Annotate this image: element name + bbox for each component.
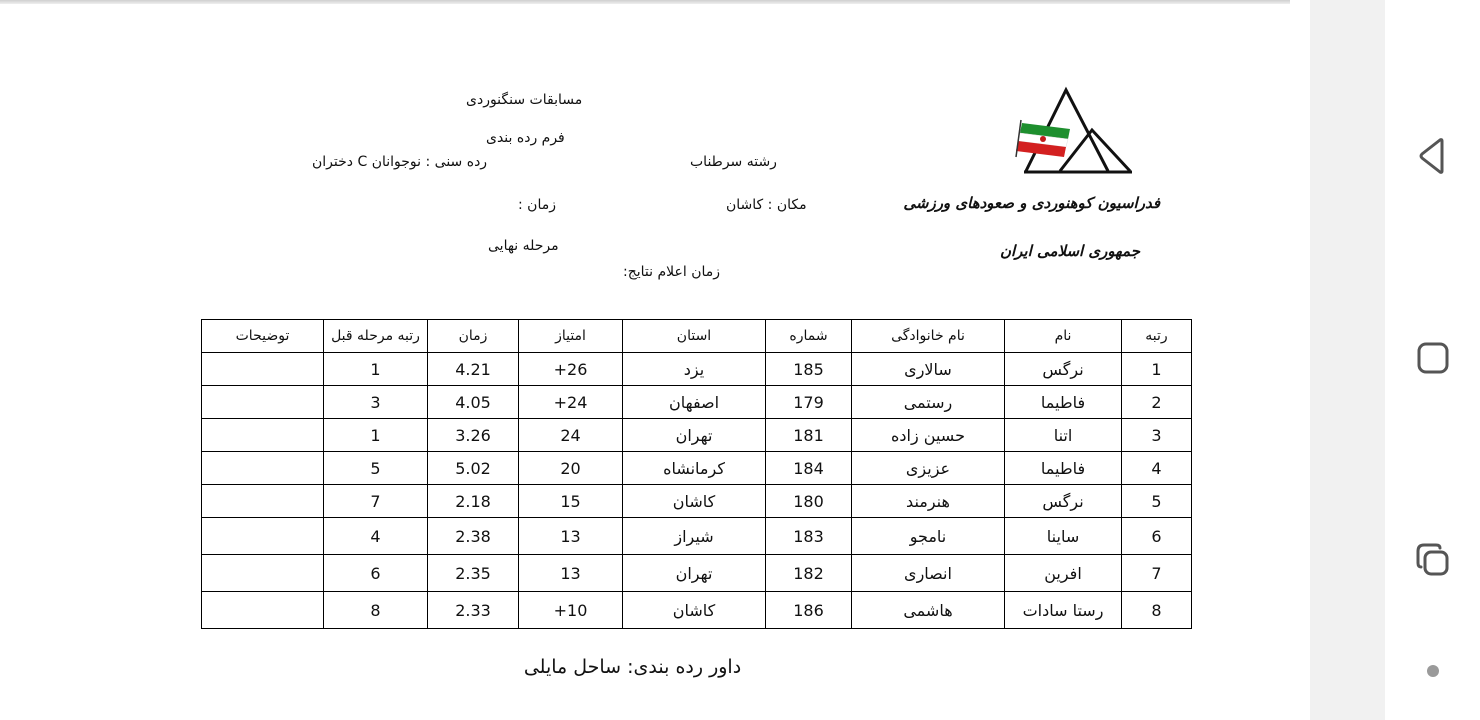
table-row — [202, 518, 1192, 555]
header-last-name: نام خانوادگی — [852, 320, 1005, 353]
header-number: شماره — [766, 320, 852, 353]
location-label: مکان : کاشان — [726, 197, 807, 213]
cell-score: 24+ — [519, 386, 623, 419]
viewer-sidebar — [1310, 0, 1385, 720]
cell-rank: 7 — [1122, 555, 1192, 592]
cell-time: 5.02 — [428, 452, 519, 485]
cell-notes — [202, 386, 324, 419]
cell-first-name: افرین — [1005, 555, 1122, 592]
cell-number: 181 — [766, 419, 852, 452]
header-score: امتیاز — [519, 320, 623, 353]
cell-notes — [202, 353, 324, 386]
cell-first-name: نرگس — [1005, 353, 1122, 386]
form-title: فرم رده بندی — [486, 130, 565, 146]
results-time-label: زمان اعلام نتایج: — [623, 264, 721, 280]
header-province: استان — [623, 320, 766, 353]
cell-previous-rank: 1 — [324, 419, 428, 452]
cell-first-name: فاطیما — [1005, 452, 1122, 485]
cell-first-name: نرگس — [1005, 485, 1122, 518]
cell-number: 180 — [766, 485, 852, 518]
cell-score: 26+ — [519, 353, 623, 386]
cell-last-name: نامجو — [852, 518, 1005, 555]
cell-rank: 3 — [1122, 419, 1192, 452]
cell-previous-rank: 1 — [324, 353, 428, 386]
table-row — [202, 419, 1192, 452]
back-button[interactable] — [1413, 136, 1453, 176]
cell-last-name: سالاری — [852, 353, 1005, 386]
results-table-container — [200, 319, 1168, 634]
cell-province: یزد — [623, 353, 766, 386]
cell-time: 4.05 — [428, 386, 519, 419]
cell-previous-rank: 8 — [324, 592, 428, 629]
cell-score: 10+ — [519, 592, 623, 629]
cell-previous-rank: 3 — [324, 386, 428, 419]
table-row — [202, 452, 1192, 485]
cell-number: 184 — [766, 452, 852, 485]
cell-time: 2.18 — [428, 485, 519, 518]
cell-first-name: اتنا — [1005, 419, 1122, 452]
cell-notes — [202, 592, 324, 629]
cell-rank: 8 — [1122, 592, 1192, 629]
cell-score: 20 — [519, 452, 623, 485]
cell-notes — [202, 555, 324, 592]
cell-province: تهران — [623, 419, 766, 452]
cell-time: 2.33 — [428, 592, 519, 629]
cell-rank: 2 — [1122, 386, 1192, 419]
cell-province: تهران — [623, 555, 766, 592]
cell-province: شیراز — [623, 518, 766, 555]
table-header-row — [202, 320, 1192, 353]
table-row — [202, 386, 1192, 419]
cell-province: اصفهان — [623, 386, 766, 419]
back-triangle-icon — [1416, 137, 1450, 175]
cell-number: 183 — [766, 518, 852, 555]
header-time: زمان — [428, 320, 519, 353]
cell-last-name: عزیزی — [852, 452, 1005, 485]
cell-province: کرمانشاه — [623, 452, 766, 485]
cell-rank: 4 — [1122, 452, 1192, 485]
cell-score: 15 — [519, 485, 623, 518]
dot-icon — [1426, 664, 1440, 678]
header-notes: توضیحات — [202, 320, 324, 353]
cell-last-name: رستمی — [852, 386, 1005, 419]
time-label: زمان : — [518, 197, 556, 213]
cell-first-name: رستا سادات — [1005, 592, 1122, 629]
logo-text-country: جمهوری اسلامی ایران — [999, 242, 1140, 260]
cell-rank: 5 — [1122, 485, 1192, 518]
cell-rank: 1 — [1122, 353, 1192, 386]
cell-time: 3.26 — [428, 419, 519, 452]
home-button[interactable] — [1413, 338, 1453, 378]
cell-number: 179 — [766, 386, 852, 419]
recents-icon — [1414, 541, 1452, 579]
cell-notes — [202, 518, 324, 555]
cell-previous-rank: 7 — [324, 485, 428, 518]
table-row — [202, 555, 1192, 592]
header-previous-rank: رتبه مرحله قبل — [324, 320, 428, 353]
page-top-shadow — [0, 0, 1290, 4]
cell-previous-rank: 5 — [324, 452, 428, 485]
results-table — [201, 319, 1192, 629]
cell-number: 186 — [766, 592, 852, 629]
cell-score: 13 — [519, 555, 623, 592]
cell-time: 2.38 — [428, 518, 519, 555]
cell-first-name: فاطیما — [1005, 386, 1122, 419]
cell-last-name: هنرمند — [852, 485, 1005, 518]
table-row — [202, 592, 1192, 629]
cell-score: 13 — [519, 518, 623, 555]
cell-time: 4.21 — [428, 353, 519, 386]
stage-label: مرحله نهایی — [488, 238, 559, 254]
cell-time: 2.35 — [428, 555, 519, 592]
cell-notes — [202, 419, 324, 452]
cell-province: کاشان — [623, 592, 766, 629]
cell-rank: 6 — [1122, 518, 1192, 555]
table-row — [202, 485, 1192, 518]
indicator-dot — [1413, 651, 1453, 691]
cell-score: 24 — [519, 419, 623, 452]
logo-text-federation: فدراسیون کوهنوردی و صعودهای ورزشی — [903, 194, 1160, 212]
cell-last-name: هاشمی — [852, 592, 1005, 629]
cell-previous-rank: 6 — [324, 555, 428, 592]
cell-notes — [202, 452, 324, 485]
referee-label: داور رده بندی: ساحل مایلی — [523, 656, 742, 678]
competition-title: مسابقات سنگنوردی — [466, 92, 583, 108]
header-rank: رتبه — [1122, 320, 1192, 353]
recents-button[interactable] — [1413, 540, 1453, 580]
cell-number: 185 — [766, 353, 852, 386]
cell-last-name: حسین زاده — [852, 419, 1005, 452]
cell-first-name: ساینا — [1005, 518, 1122, 555]
discipline-label: رشته سرطناب — [690, 154, 777, 170]
table-row — [202, 353, 1192, 386]
cell-previous-rank: 4 — [324, 518, 428, 555]
cell-notes — [202, 485, 324, 518]
home-square-icon — [1416, 341, 1450, 375]
navigation-bar — [1385, 0, 1480, 720]
cell-province: کاشان — [623, 485, 766, 518]
header-first-name: نام — [1005, 320, 1122, 353]
cell-number: 182 — [766, 555, 852, 592]
age-group-label: رده سنی : نوجوانان C دختران — [312, 154, 488, 170]
cell-last-name: انصاری — [852, 555, 1005, 592]
